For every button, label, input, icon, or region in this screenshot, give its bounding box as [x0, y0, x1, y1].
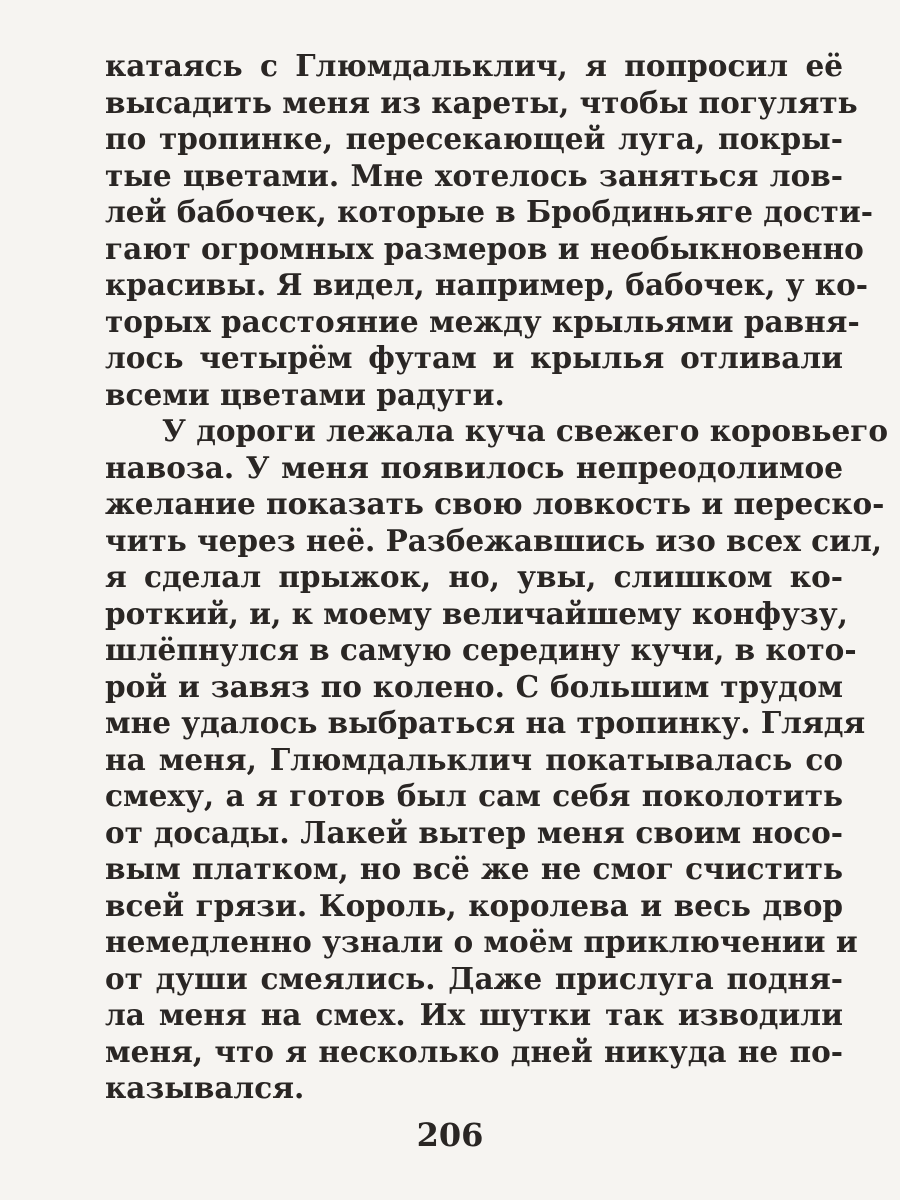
text-line: меня, что я несколько дней никуда не по-	[105, 1033, 843, 1069]
text-line: немедленно узнали о моём приключении и	[105, 924, 858, 959]
text-line: от души смеялись. Даже прислуга подня-	[105, 960, 843, 996]
text-line: гают огромных размеров и необыкновенно	[105, 230, 864, 266]
text-line: шлёпнулся в самую середину кучи, в кото-	[105, 632, 857, 667]
text-line: всей грязи. Король, королева и весь двор	[105, 887, 843, 923]
text-line: ла меня на смех. Их шутки так изводили	[105, 997, 843, 1032]
text-line: тые цветами. Мне хотелось заняться лов-	[105, 157, 843, 193]
text-line: высадить меня из кареты, чтобы погулять	[105, 84, 858, 120]
text-line: У дороги лежала куча свежего коровьего	[162, 413, 889, 448]
text-line: роткий, и, к моему величайшему конфузу,	[105, 595, 848, 631]
text-line: красивы. Я видел, например, бабочек, у ко-	[105, 267, 869, 302]
text-line: вым платком, но всё же не смог счистить	[105, 851, 843, 886]
text-line: катаясь с Глюмдальклич, я попросил её	[105, 48, 843, 83]
text-line: на меня, Глюмдальклич покатывалась со	[105, 741, 843, 777]
text-line: по тропинке, пересекающей луга, покры-	[105, 121, 843, 156]
text-line: желание показать свою ловкость и переско-	[105, 486, 885, 521]
text-line: чить через неё. Разбежавшись изо всех сил,	[105, 522, 883, 558]
text-line: рой и завяз по колено. С большим трудом	[105, 668, 843, 704]
text-line: от досады. Лакей вытер меня своим носо-	[105, 814, 843, 850]
text-line: лось четырём футам и крылья отливали	[105, 340, 843, 375]
text-line: смеху, а я готов был сам себя поколотить	[105, 778, 843, 813]
text-line: я сделал прыжок, но, увы, слишком ко-	[105, 559, 843, 594]
text-line: всеми цветами радуги.	[105, 376, 505, 412]
page-number: 206	[416, 1116, 484, 1154]
text-line: мне удалось выбраться на тропинку. Глядя	[105, 705, 866, 740]
text-line: торых расстояние между крыльями равня-	[105, 303, 860, 339]
text-line: навоза. У меня появилось непреодолимое	[105, 449, 843, 485]
text-line: казывался.	[105, 1070, 305, 1105]
text-line: лей бабочек, которые в Бробдиньяге дости-	[105, 194, 873, 229]
